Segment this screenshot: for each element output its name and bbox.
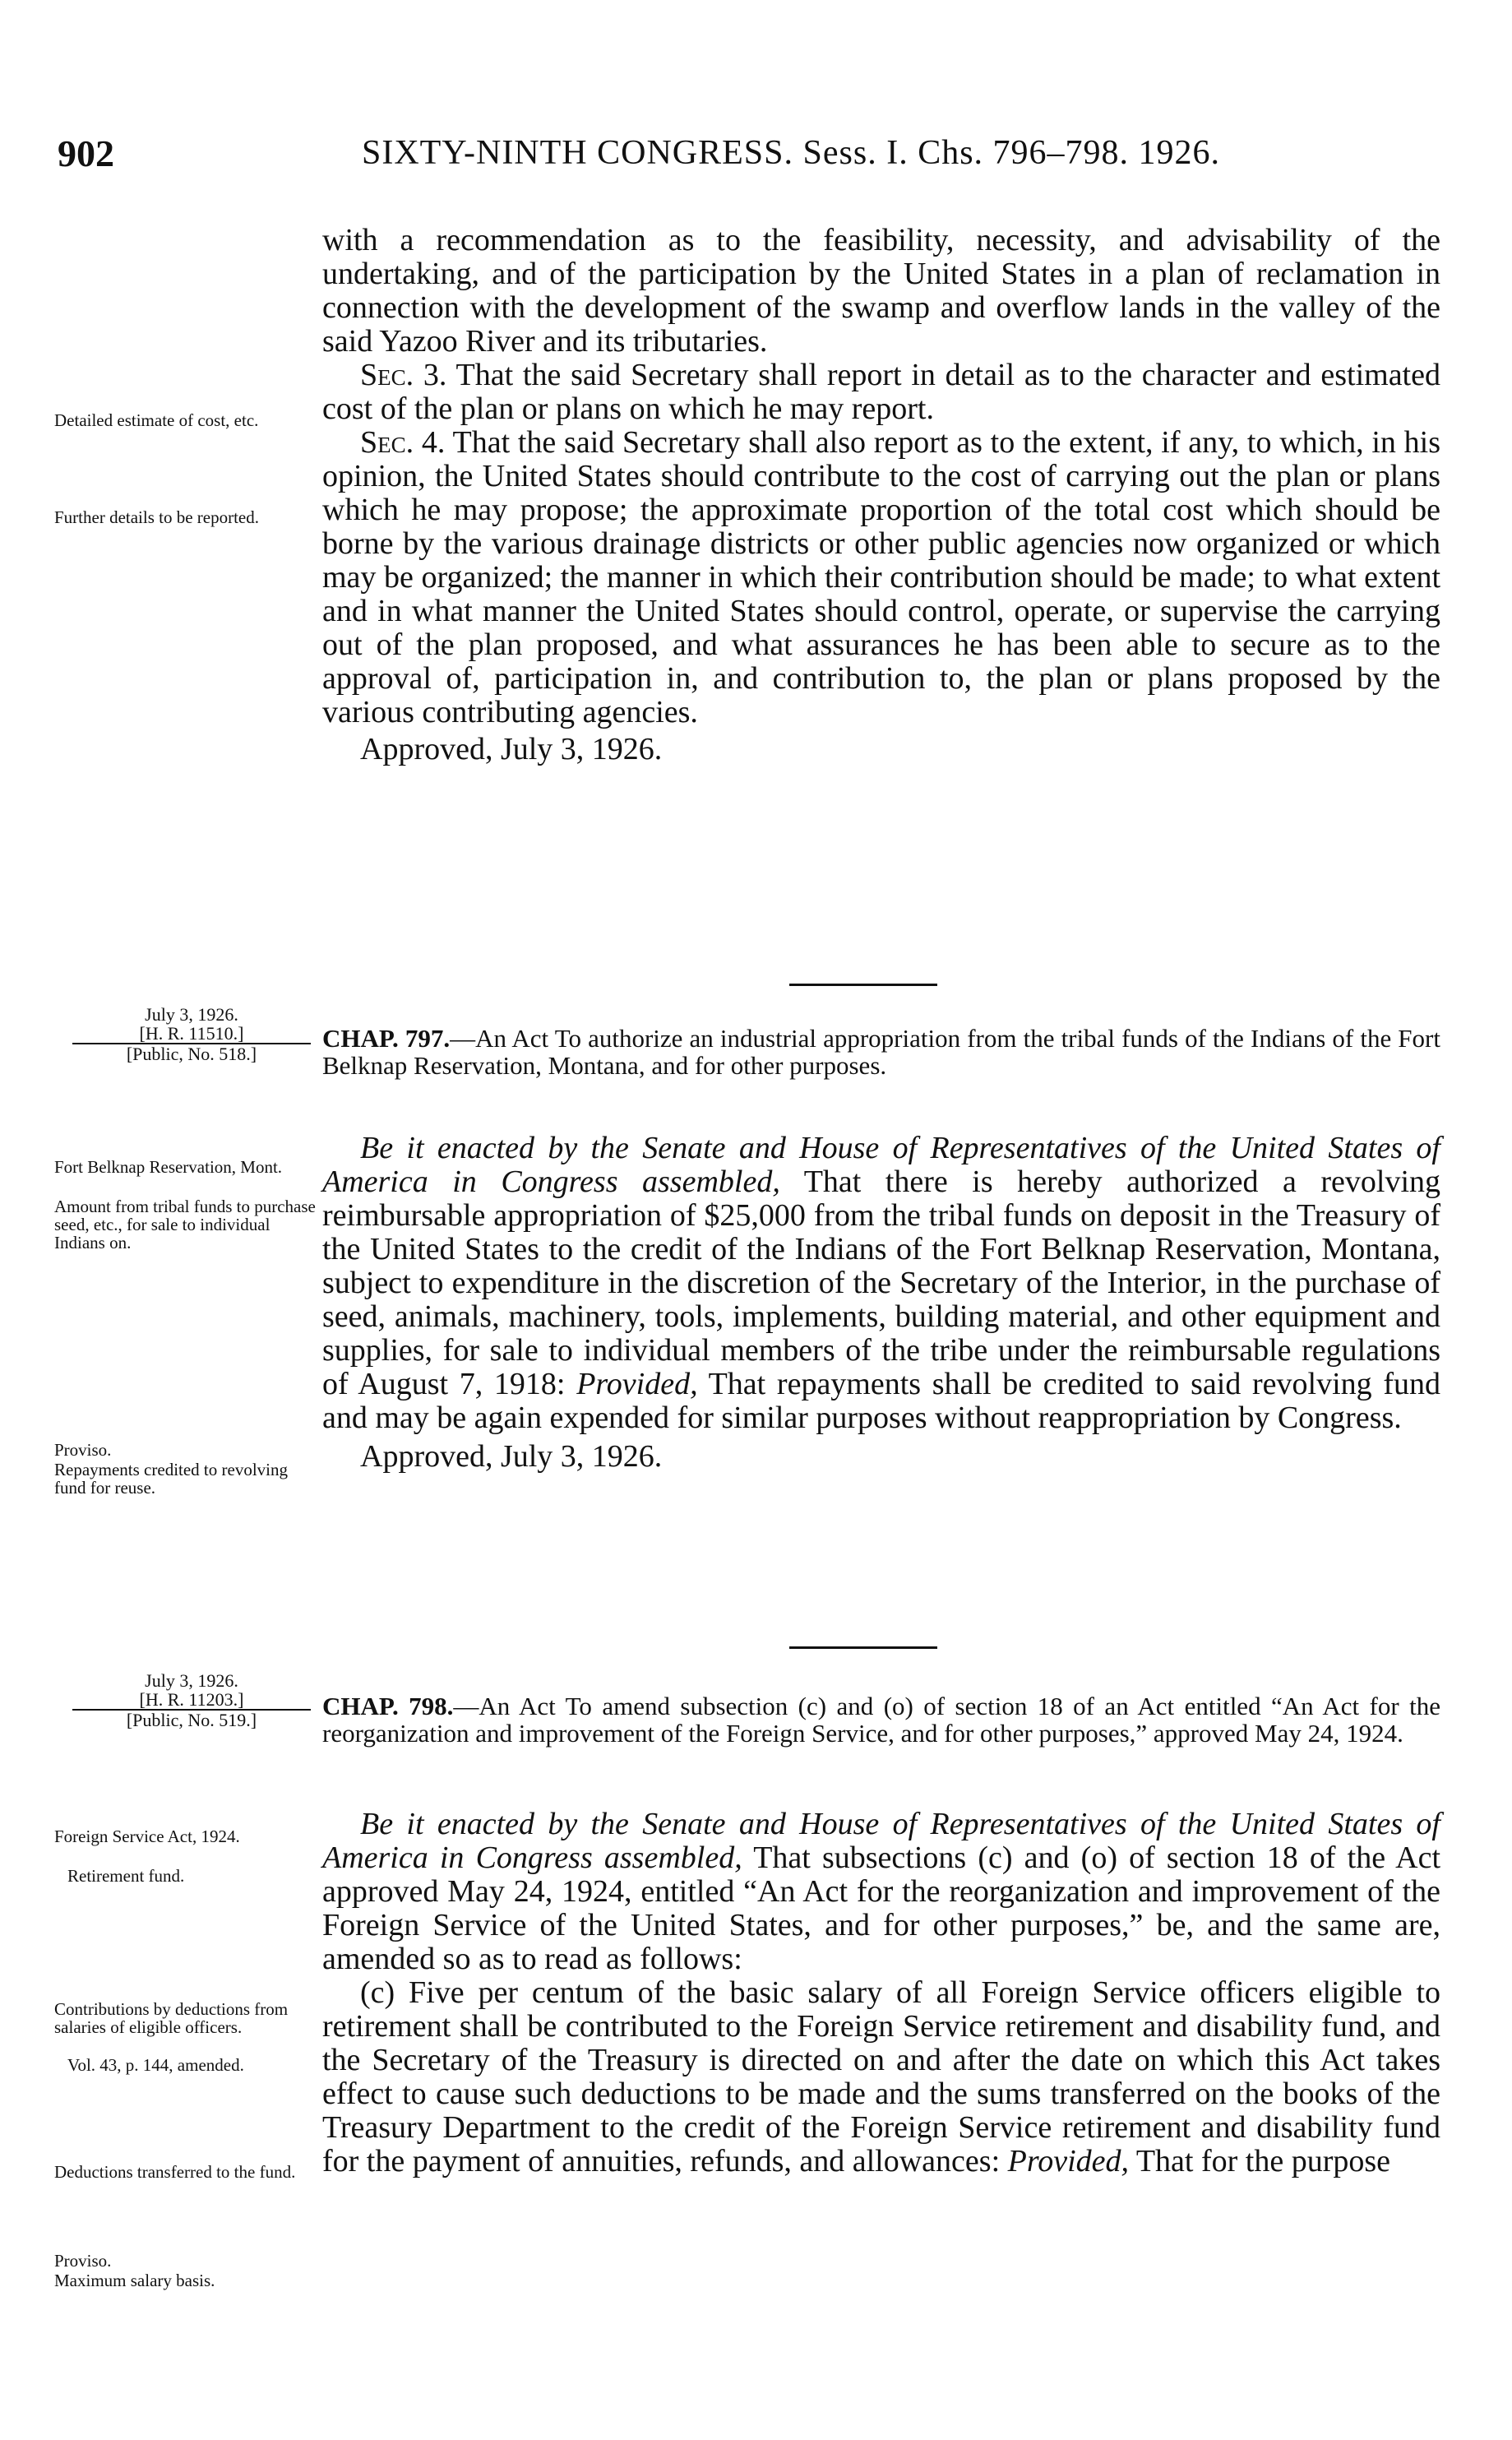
margin-proviso-797: Proviso.	[54, 1440, 112, 1460]
ch798-public: [Public, No. 519.]	[126, 1710, 257, 1730]
ch798-enacting-clause: Be it enacted by the Senate and House of Representatives of the United States of America in Congress assembled,	[322, 1807, 1440, 1875]
ch797-public: [Public, No. 518.]	[126, 1044, 257, 1064]
section-divider	[789, 984, 937, 986]
ch797-heading	[322, 1025, 1440, 1079]
ch796-paragraph-1: with a recommendation as to the feasibility, necessity, and advisability of the undertaking, and of the participation by the United States in a plan of reclamation in connection with the development of the swamp and overflow lands in the valley of the said Yazoo River and its tributaries.	[322, 223, 1440, 359]
section-divider-2	[789, 1646, 937, 1649]
margin-note-detailed-estimate: Detailed estimate of cost, etc.	[54, 410, 259, 430]
ch796-sec4	[322, 426, 1440, 729]
margin-retirement-fund: Retirement fund.	[67, 1866, 185, 1886]
sec4-text: That the said Secretary shall also report as to the extent, if any, to which, in his opinion, the United States should contribute to the cost of carrying out the plan or plans which he may propose; the approximate proportion of the total cost which should be borne by the various drainage districts or other public agencies now organized or which may be organized; the manner in which their contribution should be made; to what extent and in what manner the United States should control, operate, or supervise the carrying out of the plan proposed, and what assurances he has been able to secure as to the approval of, participation in, and contribution to, the plan or plans proposed by the various contributing agencies.	[322, 425, 1440, 729]
ch797-text-b: That repayments shall be credited to said revolving fund and may be again expended for similar purposes without reappropriation by Congress.	[322, 1367, 1440, 1435]
ch797-provided: Provided,	[576, 1367, 698, 1401]
ch798-paragraph-c	[322, 1976, 1440, 2178]
ch797-approved: Approved, July 3, 1926.	[360, 1439, 663, 1474]
ch798-text-d: That for the purpose	[1135, 2144, 1391, 2178]
ch798-paragraph-1	[322, 1808, 1440, 1976]
ch798-body	[322, 1808, 1440, 2178]
running-title: SIXTY-NINTH CONGRESS. Sess. I. Chs. 796–798. 1926.	[362, 134, 1221, 172]
ch797-date: July 3, 1926.	[145, 1004, 238, 1025]
ch796-body	[322, 224, 1440, 766]
margin-contributions: Contributions by deductions from salaries of eligible officers.	[54, 1999, 289, 2037]
ch797-text-a: That there is hereby authorized a revolving reimbursable appropriation of $25,000 from the tribal funds on deposit in the Treasury of the United States to the credit of the Indians of the Fort Belknap Reservation, Montana, subject to expenditure in the discretion of the Secretary of the Interior, in the purchase of seed, animals, machinery, tools, implements, building material, and other equipment and supplies, for sale to individual members of the tribe under the reimbursable regulations of August 7, 1918:	[322, 1164, 1441, 1401]
margin-amount-tribal-funds: Amount from tribal funds to purchase seed, etc., for sale to individual Indians on.	[54, 1197, 316, 1252]
ch798-bill: [H. R. 11203.]	[72, 1690, 311, 1711]
ch798-chap-label: CHAP. 798.	[322, 1692, 454, 1720]
sec3-text: That the said Secretary shall report in detail as to the character and estimated cost of the plan or plans on which he may report.	[322, 358, 1440, 426]
ch796-approved: Approved, July 3, 1926.	[360, 732, 663, 766]
ch798-date: July 3, 1926.	[145, 1670, 238, 1691]
ch797-body	[322, 1132, 1440, 1474]
margin-maximum-salary: Maximum salary basis.	[54, 2271, 215, 2290]
ch798-text-a: That subsections (c) and (o) of section 18 of the Act approved May 24, 1924, entitled “An Act for the reorganization and improvement of the Foreign Service of the United States, and for other purposes,” be, and the same are, amended so as to read as follows:	[322, 1840, 1440, 1976]
margin-repayments: Repayments credited to revolving fund for reuse.	[54, 1460, 289, 1498]
margin-fort-belknap: Fort Belknap Reservation, Mont.	[54, 1157, 283, 1177]
ch797-bill: [H. R. 11510.]	[72, 1024, 311, 1044]
ch797-enacting-clause: Be it enacted by the Senate and House of Representatives of the United States of America in Congress assembled,	[322, 1131, 1440, 1199]
ch798-reference	[72, 1671, 311, 1729]
sec3-label: Sec. 3.	[360, 358, 447, 392]
ch797-chap-label: CHAP. 797.	[322, 1024, 451, 1053]
page-header	[58, 132, 1455, 181]
margin-vol-43: Vol. 43, p. 144, amended.	[67, 2055, 244, 2075]
sec4-label: Sec. 4.	[360, 425, 446, 460]
margin-note-further-details: Further details to be reported.	[54, 507, 260, 527]
margin-proviso-798: Proviso.	[54, 2251, 112, 2271]
margin-foreign-service-act: Foreign Service Act, 1924.	[54, 1827, 240, 1846]
page-number: 902	[58, 132, 114, 174]
ch798-title: —An Act To amend subsection (c) and (o) of section 18 of an Act entitled “An Act for the reorganization and improvement of the Foreign Service, and for other purposes,” approved May 24, 1924.	[322, 1692, 1440, 1748]
ch796-sec3	[322, 359, 1440, 426]
ch797-title: —An Act To authorize an industrial appropriation from the tribal funds of the Indians of the Fort Belknap Reservation, Montana, and for other purposes.	[322, 1024, 1440, 1080]
ch797-paragraph	[322, 1132, 1440, 1435]
ch798-text-c: (c) Five per centum of the basic salary of all Foreign Service officers eligible to retirement shall be contributed to the Foreign Service retirement and disability fund, and the Secretary of the Treasury is directed on and after the date on which this Act takes effect to cause such deductions to be made and the sums transferred on the books of the Treasury Department to the credit of the Foreign Service retirement and disability fund for the payment of annuities, refunds, and allowances:	[322, 1975, 1440, 2178]
ch798-provided: Provided,	[1007, 2144, 1130, 2178]
ch797-reference	[72, 1005, 311, 1063]
margin-deductions-transferred: Deductions transferred to the fund.	[54, 2162, 296, 2182]
ch798-heading	[322, 1692, 1440, 1747]
